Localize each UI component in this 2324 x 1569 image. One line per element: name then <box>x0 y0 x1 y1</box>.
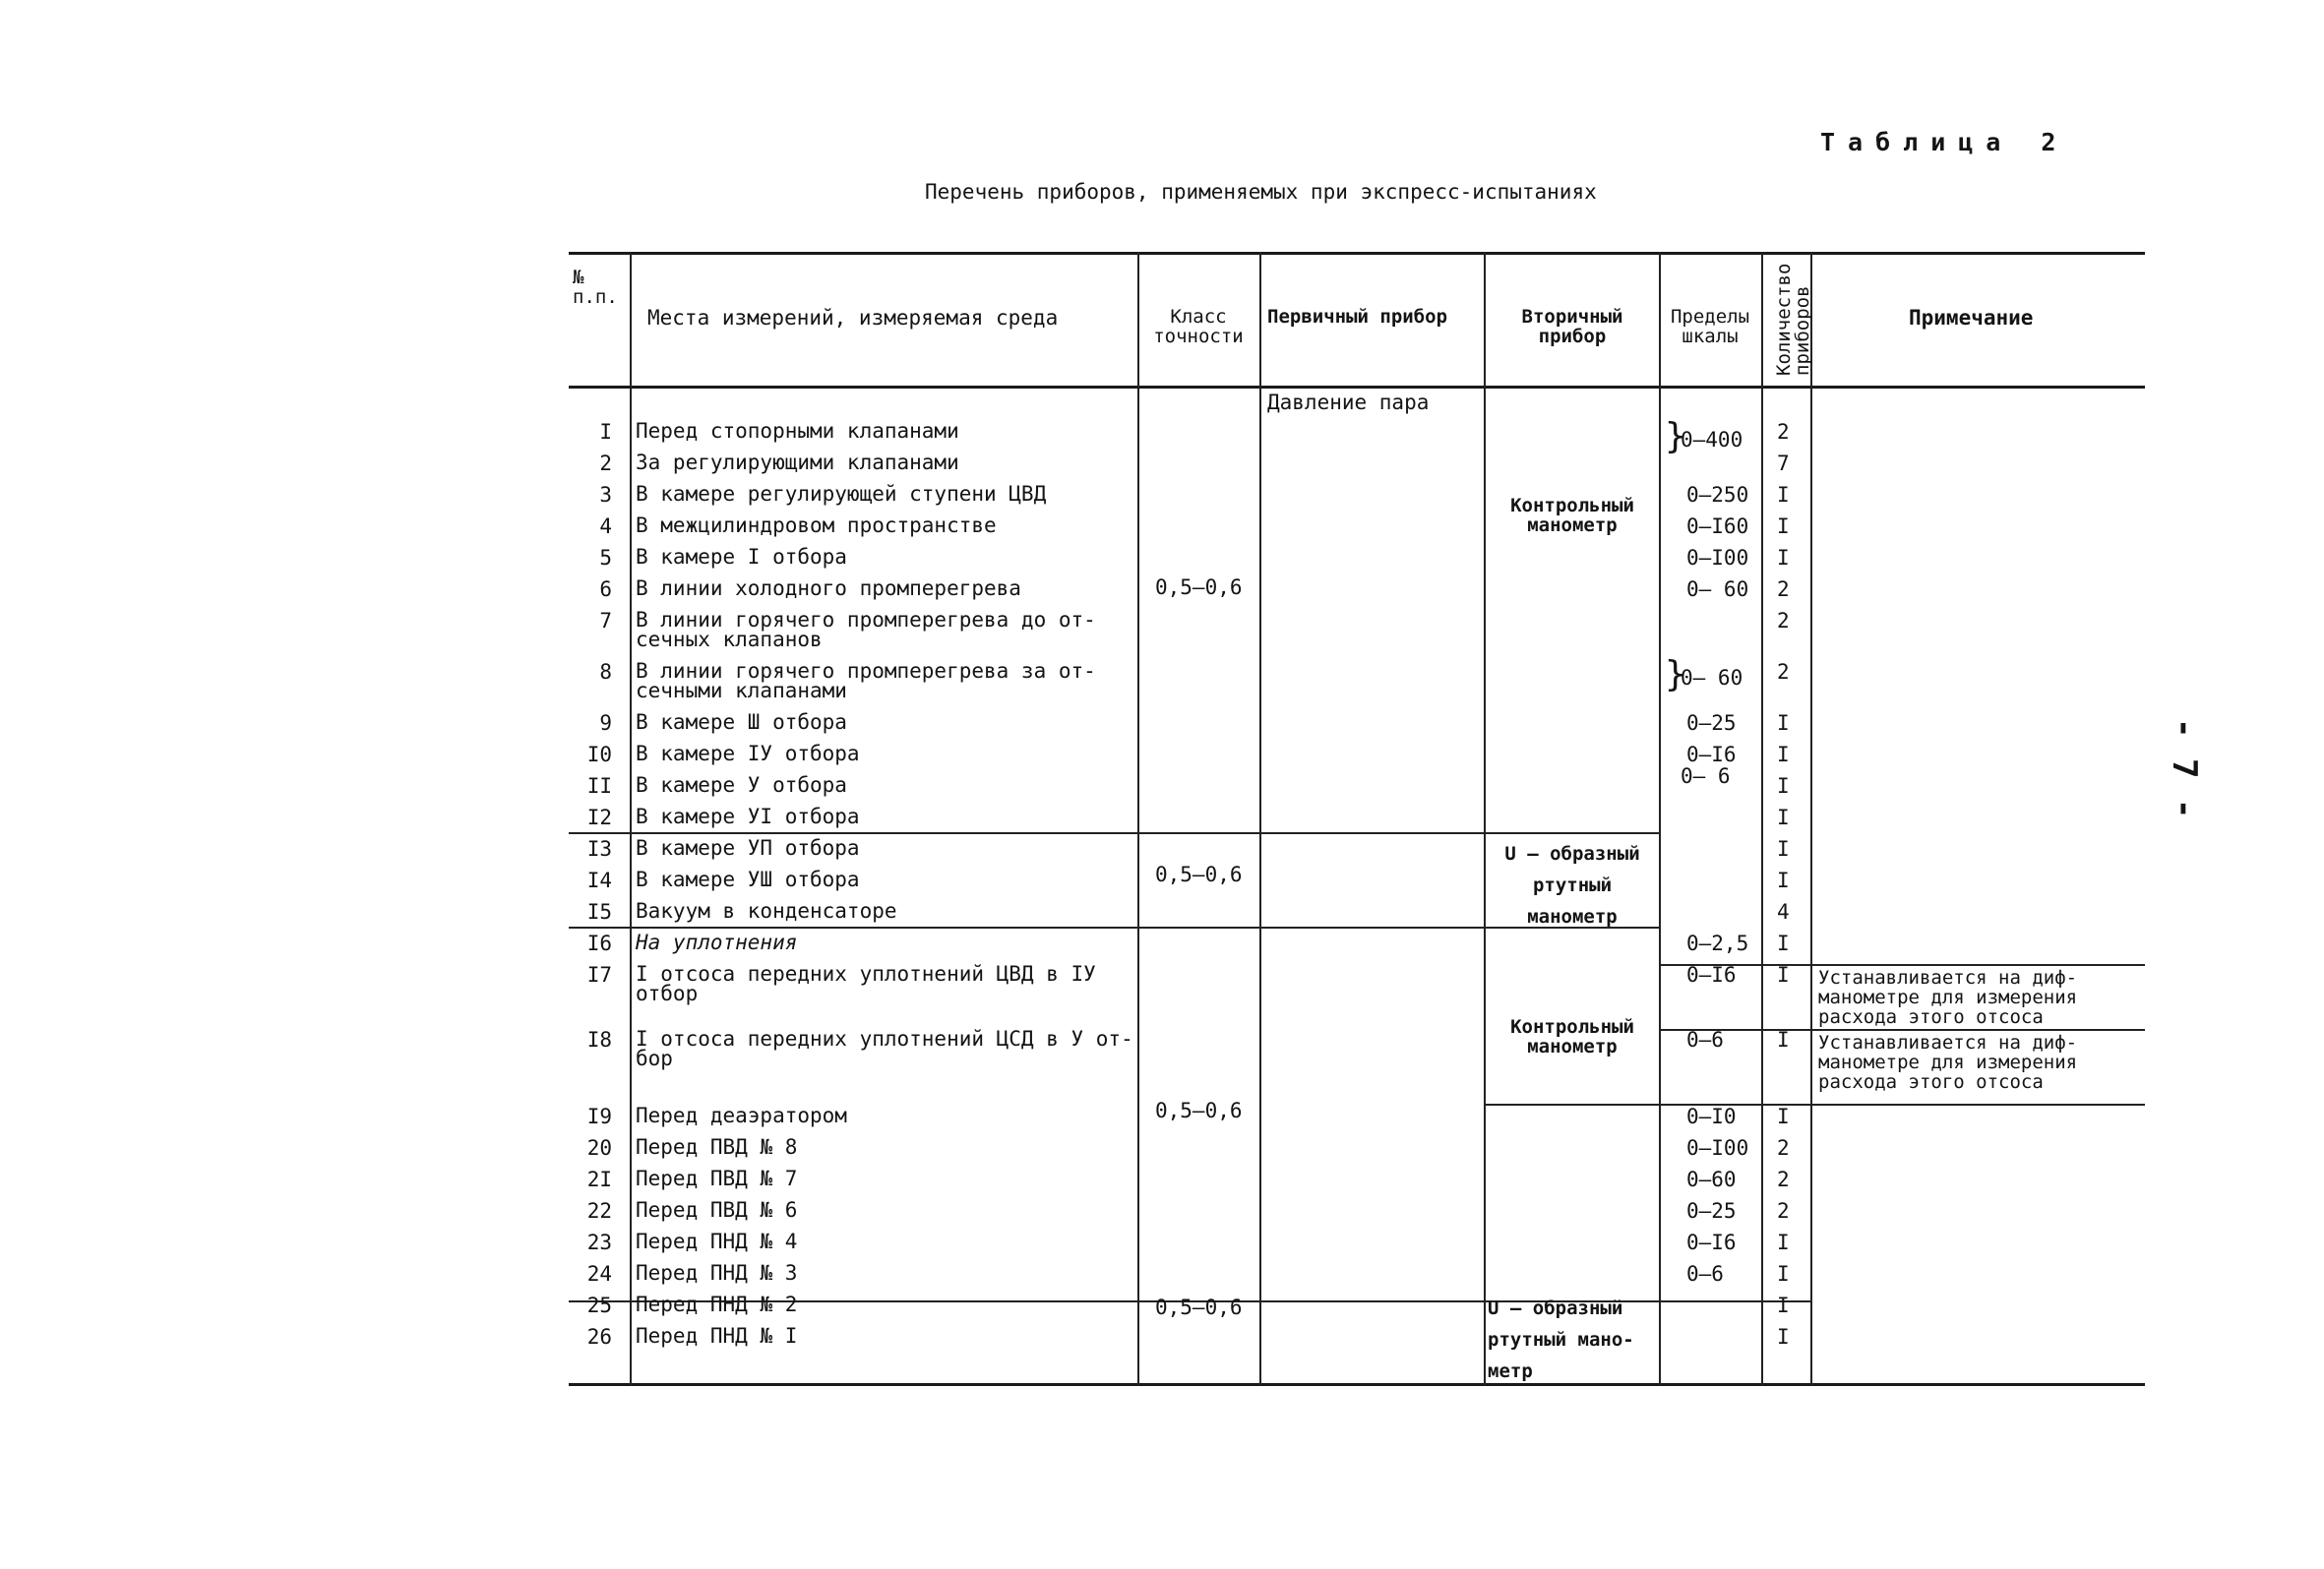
col-rule-place <box>1137 252 1139 1386</box>
row-qty: I <box>1777 711 1790 735</box>
row-text: I отсоса передних уплотнений ЦСД в У от- бор <box>636 1027 1133 1070</box>
row-text: Вакуум в конденсаторе <box>636 899 897 923</box>
row-text: Перед стопорными клапанами <box>636 419 959 443</box>
row-number: I4 <box>586 869 612 892</box>
row-number: I0 <box>586 743 612 766</box>
header-primary: Первичный прибор <box>1267 306 1448 328</box>
row-number: 20 <box>586 1136 612 1160</box>
table-bottom-rule <box>569 1383 2145 1386</box>
row-number: 2I <box>586 1168 612 1191</box>
row-text: В камере У отбора <box>636 773 847 797</box>
row-text: За регулирующими клапанами <box>636 451 959 474</box>
row-qty: I <box>1777 837 1790 861</box>
table-top-rule <box>569 252 2145 255</box>
row-qty: I <box>1777 774 1790 798</box>
row-text: I отсоса передних уплотнений ЦВД в IУ отбор <box>636 962 1096 1005</box>
row-number: 4 <box>599 514 612 538</box>
row-number: I7 <box>586 963 612 987</box>
row-qty: I <box>1777 1325 1790 1349</box>
header-place: Места измерений, измеряемая среда <box>647 306 1059 330</box>
row-text: В камере УI отбора <box>636 805 860 828</box>
row-number: I9 <box>586 1105 612 1128</box>
row-qty: I <box>1777 1105 1790 1128</box>
row-number: 3 <box>599 483 612 507</box>
row-text: В камере I отбора <box>636 545 847 569</box>
row-qty: 4 <box>1777 900 1790 924</box>
row-limit: 0–I60 <box>1686 514 1749 538</box>
row-number: 24 <box>586 1262 612 1286</box>
row-number: I3 <box>586 837 612 861</box>
row-qty: I <box>1777 1294 1790 1317</box>
secondary-group-b: U – образный ртутный манометр <box>1504 843 1640 928</box>
row-number: 6 <box>599 577 612 601</box>
row-qty: I <box>1777 514 1790 538</box>
col-rule-primary <box>1484 252 1486 1386</box>
row-limit: 0–25 <box>1686 711 1737 735</box>
accuracy-group-b: 0,5–0,6 <box>1155 863 1243 886</box>
row-qty: I <box>1777 546 1790 570</box>
row-number: 9 <box>599 711 612 735</box>
secondary-group-a: Контрольный манометр <box>1510 495 1634 536</box>
row-number: I8 <box>586 1028 612 1052</box>
col-rule-qty <box>1810 252 1812 1386</box>
accuracy-group-c: 0,5–0,6 <box>1155 1099 1243 1122</box>
header-qty: Количество приборов <box>1773 263 1813 376</box>
header-accuracy: Класс точности <box>1153 306 1244 347</box>
row-number: I <box>599 420 612 444</box>
row-limit: 0–250 <box>1686 483 1749 507</box>
header-limits: Пределы шкалы <box>1670 306 1750 347</box>
row-qty: I <box>1777 869 1790 892</box>
table-title: Перечень приборов, применяемых при экспресс-испытаниях <box>925 180 1597 204</box>
row-limit: 0–I0 <box>1686 1105 1737 1128</box>
row-text: В межцилиндровом пространстве <box>636 513 997 537</box>
row-qty: 2 <box>1777 1168 1790 1191</box>
table-number-label: Таблица 2 <box>1820 128 2069 156</box>
row-qty: 2 <box>1777 1199 1790 1223</box>
row-limit: 0–60 <box>1686 1168 1737 1191</box>
row-limit: 0–I6 <box>1686 1231 1737 1254</box>
row-text: Перед ПНД № 4 <box>636 1230 798 1253</box>
col-rule-secondary <box>1659 252 1661 1386</box>
row-text: В камере УШ отбора <box>636 868 860 891</box>
row-number: 5 <box>599 546 612 570</box>
row-text: В линии горячего промперегрева за от- сечными клапанами <box>636 659 1096 702</box>
secondary-group-c: Контрольный манометр <box>1510 1016 1634 1057</box>
page-number: - 7 - <box>2165 718 2204 819</box>
row-text: В камере Ш отбора <box>636 710 847 734</box>
row-qty: 2 <box>1777 660 1790 684</box>
col-rule-limits <box>1761 252 1763 1386</box>
row-qty: 2 <box>1777 1136 1790 1160</box>
row-number: 7 <box>599 609 612 633</box>
row-number: 25 <box>586 1294 612 1317</box>
row-qty: 2 <box>1777 609 1790 633</box>
secondary-group-d: U – образный ртутный мано- метр <box>1488 1297 1634 1382</box>
accuracy-group-d: 0,5–0,6 <box>1155 1296 1243 1319</box>
row-qty: I <box>1777 963 1790 987</box>
row-text: Перед ПВД № 7 <box>636 1167 798 1190</box>
row-qty: I <box>1777 932 1790 955</box>
row-number: 23 <box>586 1231 612 1254</box>
note-rule-2 <box>1661 1029 2145 1031</box>
row-text: Перед деаэратором <box>636 1104 847 1127</box>
row-number: 2 <box>599 452 612 475</box>
note-rule-3 <box>1486 1104 2145 1106</box>
instrument-table <box>569 252 2145 1386</box>
row-note: Устанавливается на диф- манометре для измерения расхода этого отсоса <box>1818 1032 2078 1093</box>
row-limit: 0–25 <box>1686 1199 1737 1223</box>
group-rule-1 <box>569 832 1661 834</box>
row-qty: I <box>1777 483 1790 507</box>
row-text: Перед ПВД № 8 <box>636 1135 798 1159</box>
col-rule-num <box>630 252 632 1386</box>
row-text: В линии холодного промперегрева <box>636 576 1021 600</box>
row-text: На уплотнения <box>636 931 798 954</box>
row-number: I5 <box>586 900 612 924</box>
header-bottom-rule <box>569 386 2145 389</box>
row-limit: 0–2,5 <box>1686 932 1749 955</box>
limit-rows-7-8: 0– 60 <box>1681 666 1743 690</box>
row-qty: 2 <box>1777 420 1790 444</box>
col-rule-accuracy <box>1259 252 1261 1386</box>
section-title: Давление пара <box>1267 391 1430 414</box>
brace-icon: } <box>1665 416 1686 456</box>
row-qty: I <box>1777 806 1790 829</box>
row-qty: 7 <box>1777 452 1790 475</box>
row-number: 8 <box>599 660 612 684</box>
row-limit: 0–6 <box>1686 1028 1724 1052</box>
header-note: Примечание <box>1909 306 2034 330</box>
row-text: Перед ПНД № 3 <box>636 1261 798 1285</box>
row-number: II <box>586 774 612 798</box>
row-limit: 0–I6 <box>1686 743 1737 766</box>
row-limit: 0–6 <box>1686 1262 1724 1286</box>
row-qty: 2 <box>1777 577 1790 601</box>
row-text: В камере IУ отбора <box>636 742 860 765</box>
row-qty: I <box>1777 1231 1790 1254</box>
row-number: I6 <box>586 932 612 955</box>
limit-rows-1-2: 0–400 <box>1681 428 1743 452</box>
row-limit: 0– 60 <box>1686 577 1749 601</box>
row-text: В линии горячего промперегрева до от- сечных клапанов <box>636 608 1096 651</box>
row-limit: 0–I6 <box>1686 963 1737 987</box>
row-limit: 0–I00 <box>1686 546 1749 570</box>
row-text: Перед ПНД № I <box>636 1324 798 1348</box>
row-qty: I <box>1777 743 1790 766</box>
row-note: Устанавливается на диф- манометре для измерения расхода этого отсоса <box>1818 967 2078 1028</box>
row-number: 22 <box>586 1199 612 1223</box>
header-secondary: Вторичный прибор <box>1521 306 1623 347</box>
row-text: В камере регулирующей ступени ЦВД <box>636 482 1047 506</box>
row-qty: I <box>1777 1262 1790 1286</box>
limit-rows-11-12: 0– 6 <box>1681 764 1731 788</box>
row-number: 26 <box>586 1325 612 1349</box>
row-text: В камере УП отбора <box>636 836 860 860</box>
row-number: I2 <box>586 806 612 829</box>
row-qty: I <box>1777 1028 1790 1052</box>
accuracy-group-a: 0,5–0,6 <box>1155 575 1243 599</box>
row-text: Перед ПВД № 6 <box>636 1198 798 1222</box>
row-text: Перед ПНД № 2 <box>636 1293 798 1316</box>
row-limit: 0–I00 <box>1686 1136 1749 1160</box>
brace-icon: } <box>1665 654 1686 694</box>
header-num: № п.п. <box>573 267 618 308</box>
